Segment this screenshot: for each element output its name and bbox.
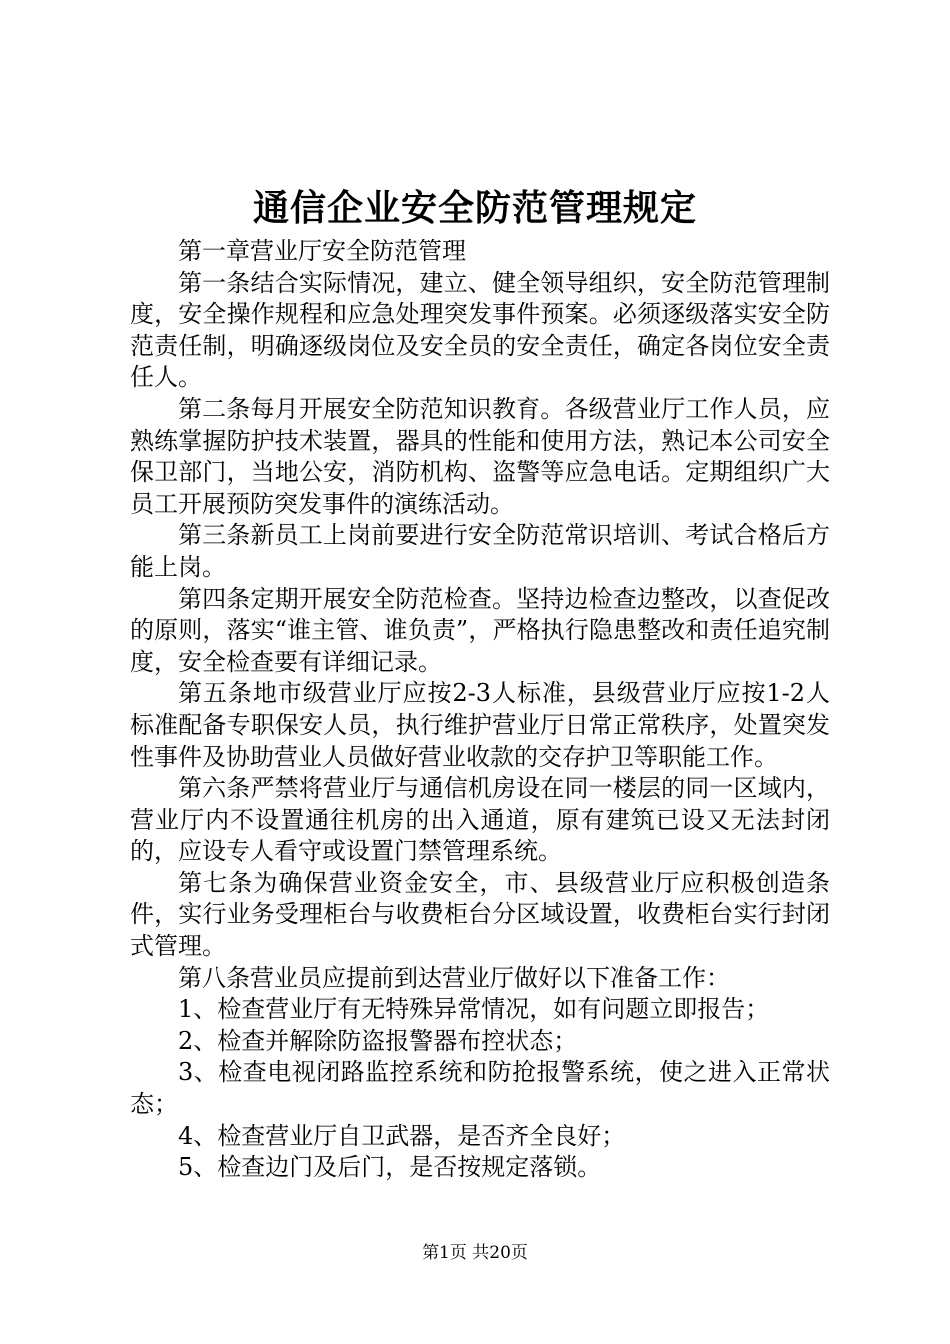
document-body <box>130 236 830 1184</box>
article-paragraph: 第七条为确保营业资金安全，市、县级营业厅应积极创造条件，实行业务受理柜台与收费柜台分区域设置，收费柜台实行封闭式管理。 <box>130 868 830 961</box>
list-item: 1、检查营业厅有无特殊异常情况，如有问题立即报告； <box>178 995 770 1024</box>
list-item: 3、检查电视闭路监控系统和防抢报警系统，使之进入正常状态； <box>130 1058 830 1119</box>
list-item: 2、检查并解除防盗报警器布控状态； <box>178 1026 578 1055</box>
page-footer: 第1页 共20页 <box>422 1243 528 1263</box>
article-paragraph: 第二条每月开展安全防范知识教育。各级营业厅工作人员，应熟练掌握防护技术装置，器具的性能和使用方法，熟记本公司安全保卫部门，当地公安，消防机构、盗警等应急电话。定期组织广大员工开展预防突发事件的演练活动。 <box>130 394 830 518</box>
list-item: 5、检查边门及后门，是否按规定落锁。 <box>178 1153 602 1182</box>
chapter-heading: 第一章营业厅安全防范管理 <box>178 237 466 265</box>
article-paragraph: 第五条地市级营业厅应按2-3人标准，县级营业厅应按1-2人标准配备专职保安人员，执行维护营业厅日常正常秩序，处置突发性事件及协助营业人员做好营业收款的交存护卫等职能工作。 <box>130 679 830 771</box>
article-paragraph: 第四条定期开展安全防范检查。坚持边检查边整改，以查促改的原则，落实“谁主管、谁负责”，严格执行隐患整改和责任追究制度，安全检查要有详细记录。 <box>130 584 830 676</box>
list-item: 4、检查营业厅自卫武器，是否齐全良好； <box>178 1121 626 1150</box>
article-paragraph: 第一条结合实际情况，建立、健全领导组织，安全防范管理制度，安全操作规程和应急处理突发事件预案。必须逐级落实安全防范责任制，明确逐级岗位及安全员的安全责任，确定各岗位安全责任人。 <box>130 268 830 392</box>
document-title: 通信企业安全防范管理规定 <box>252 187 697 229</box>
article-paragraph: 第六条严禁将营业厅与通信机房设在同一楼层的同一区域内，营业厅内不设置通往机房的出入通道，原有建筑已设又无法封闭的，应设专人看守或设置门禁管理系统。 <box>130 774 830 866</box>
article-paragraph: 第三条新员工上岗前要进行安全防范常识培训、考试合格后方能上岗。 <box>130 521 830 581</box>
article-paragraph: 第八条营业员应提前到达营业厅做好以下准备工作： <box>178 963 730 992</box>
